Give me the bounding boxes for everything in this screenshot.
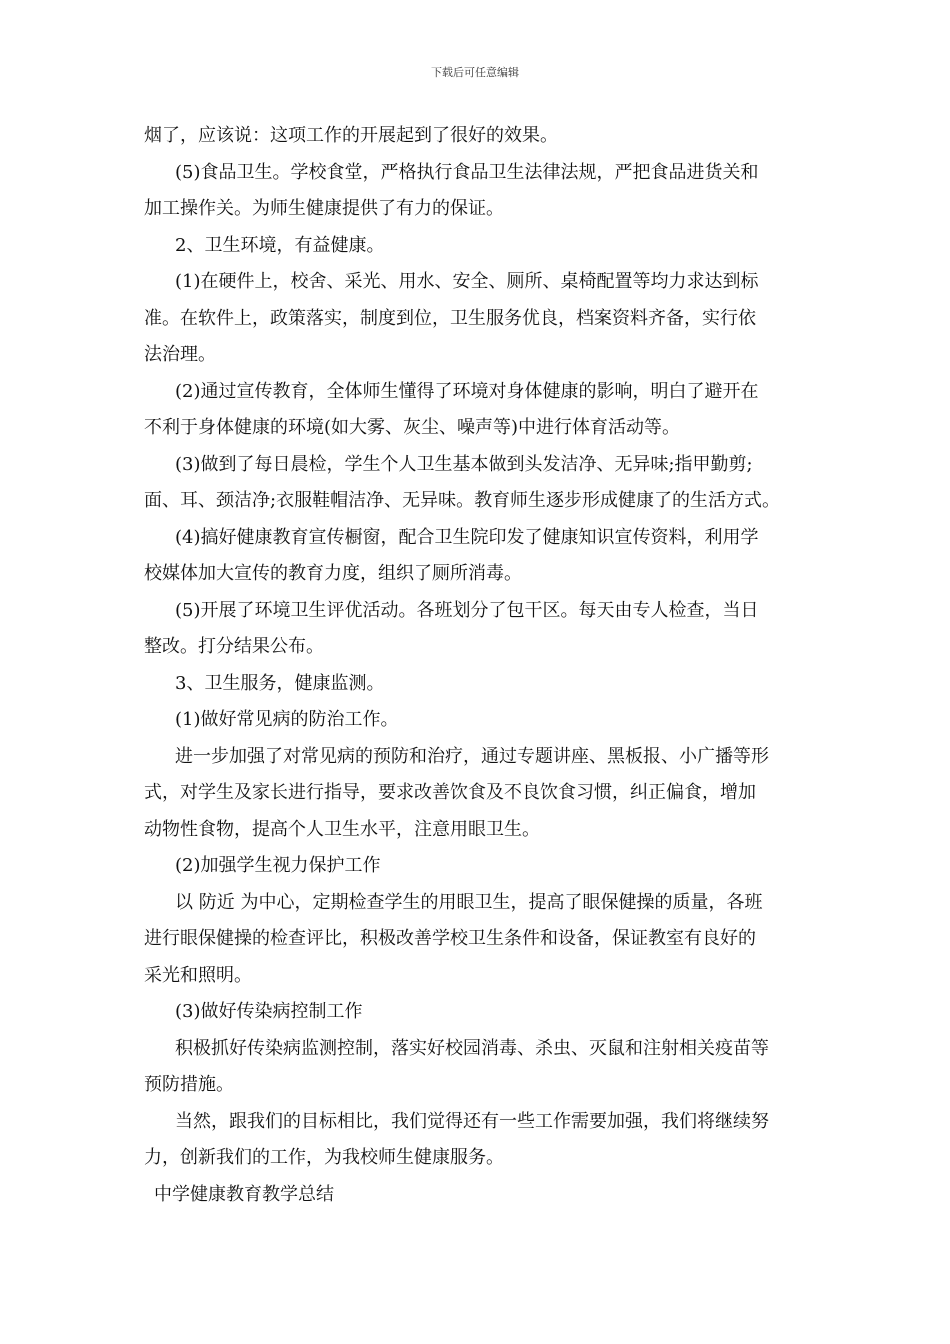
text-line: 面、耳、颈洁净;衣服鞋帽洁净、无异味。教育师生逐步形成健康了的生活方式。 (144, 490, 781, 511)
text-line: (3)做到了每日晨检，学生个人卫生基本做到头发洁净、无异味;指甲勤剪; (175, 453, 753, 475)
text-line: 式，对学生及家长进行指导，要求改善饮食及不良饮食习惯，纠正偏食，增加 (144, 782, 756, 803)
text-line: 动物性食物，提高个人卫生水平，注意用眼卫生。 (144, 818, 540, 840)
text-line: 校媒体加大宣传的教育力度，组织了厕所消毒。 (144, 563, 522, 584)
text-line: 整改。打分结果公布。 (144, 636, 324, 657)
text-line: (1)在硬件上，校舍、采光、用水、安全、厕所、桌椅配置等均力求达到标 (175, 271, 759, 292)
text-line: (5)食品卫生。学校食堂，严格执行食品卫生法律法规，严把食品进货关和 (175, 161, 759, 183)
text-line: 以 防近 为中心，定期检查学生的用眼卫生，提高了眼保健操的质量，各班 (175, 891, 763, 913)
text-line: (4)搞好健康教育宣传橱窗，配合卫生院印发了健康知识宣传资料，利用学 (175, 526, 759, 548)
text-line: 预防措施。 (144, 1074, 234, 1095)
text-line: 进一步加强了对常见病的预防和治疗，通过专题讲座、黑板报、小广播等形 (175, 745, 769, 767)
section-heading: 3、卫生服务，健康监测。 (175, 672, 385, 694)
text-line: (2)通过宣传教育，全体师生懂得了环境对身体健康的影响，明白了避开在 (175, 380, 759, 402)
document-title: 中学健康教育教学总结 (154, 1183, 334, 1205)
text-line: 不利于身体健康的环境(如大雾、灰尘、噪声等)中进行体育活动等。 (144, 417, 681, 438)
text-line: 准。在软件上，政策落实，制度到位，卫生服务优良，档案资料齐备，实行依 (144, 307, 756, 329)
page-header: 下载后可任意编辑 (431, 66, 519, 79)
text-line: 当然，跟我们的目标相比，我们觉得还有一些工作需要加强，我们将继续努 (175, 1110, 769, 1132)
section-heading: 2、卫生环境，有益健康。 (175, 234, 385, 256)
text-line: (5)开展了环境卫生评优活动。各班划分了包干区。每天由专人检查，当日 (175, 599, 759, 621)
text-line: (1)做好常见病的防治工作。 (175, 709, 399, 730)
text-line: 进行眼保健操的检查评比，积极改善学校卫生条件和设备，保证教室有良好的 (144, 928, 756, 949)
text-line: (2)加强学生视力保护工作 (175, 855, 381, 876)
text-line: 采光和照明。 (144, 964, 252, 986)
text-line: (3)做好传染病控制工作 (175, 1001, 363, 1022)
text-line: 法治理。 (144, 344, 216, 365)
document-body (144, 118, 814, 1213)
text-line: 积极抓好传染病监测控制，落实好校园消毒、杀虫、灭鼠和注射相关疫苗等 (175, 1037, 769, 1059)
text-line: 烟了，应该说：这项工作的开展起到了很好的效果。 (144, 125, 558, 146)
text-line: 加工操作关。为师生健康提供了有力的保证。 (144, 198, 504, 219)
text-line: 力，创新我们的工作，为我校师生健康服务。 (144, 1147, 504, 1168)
